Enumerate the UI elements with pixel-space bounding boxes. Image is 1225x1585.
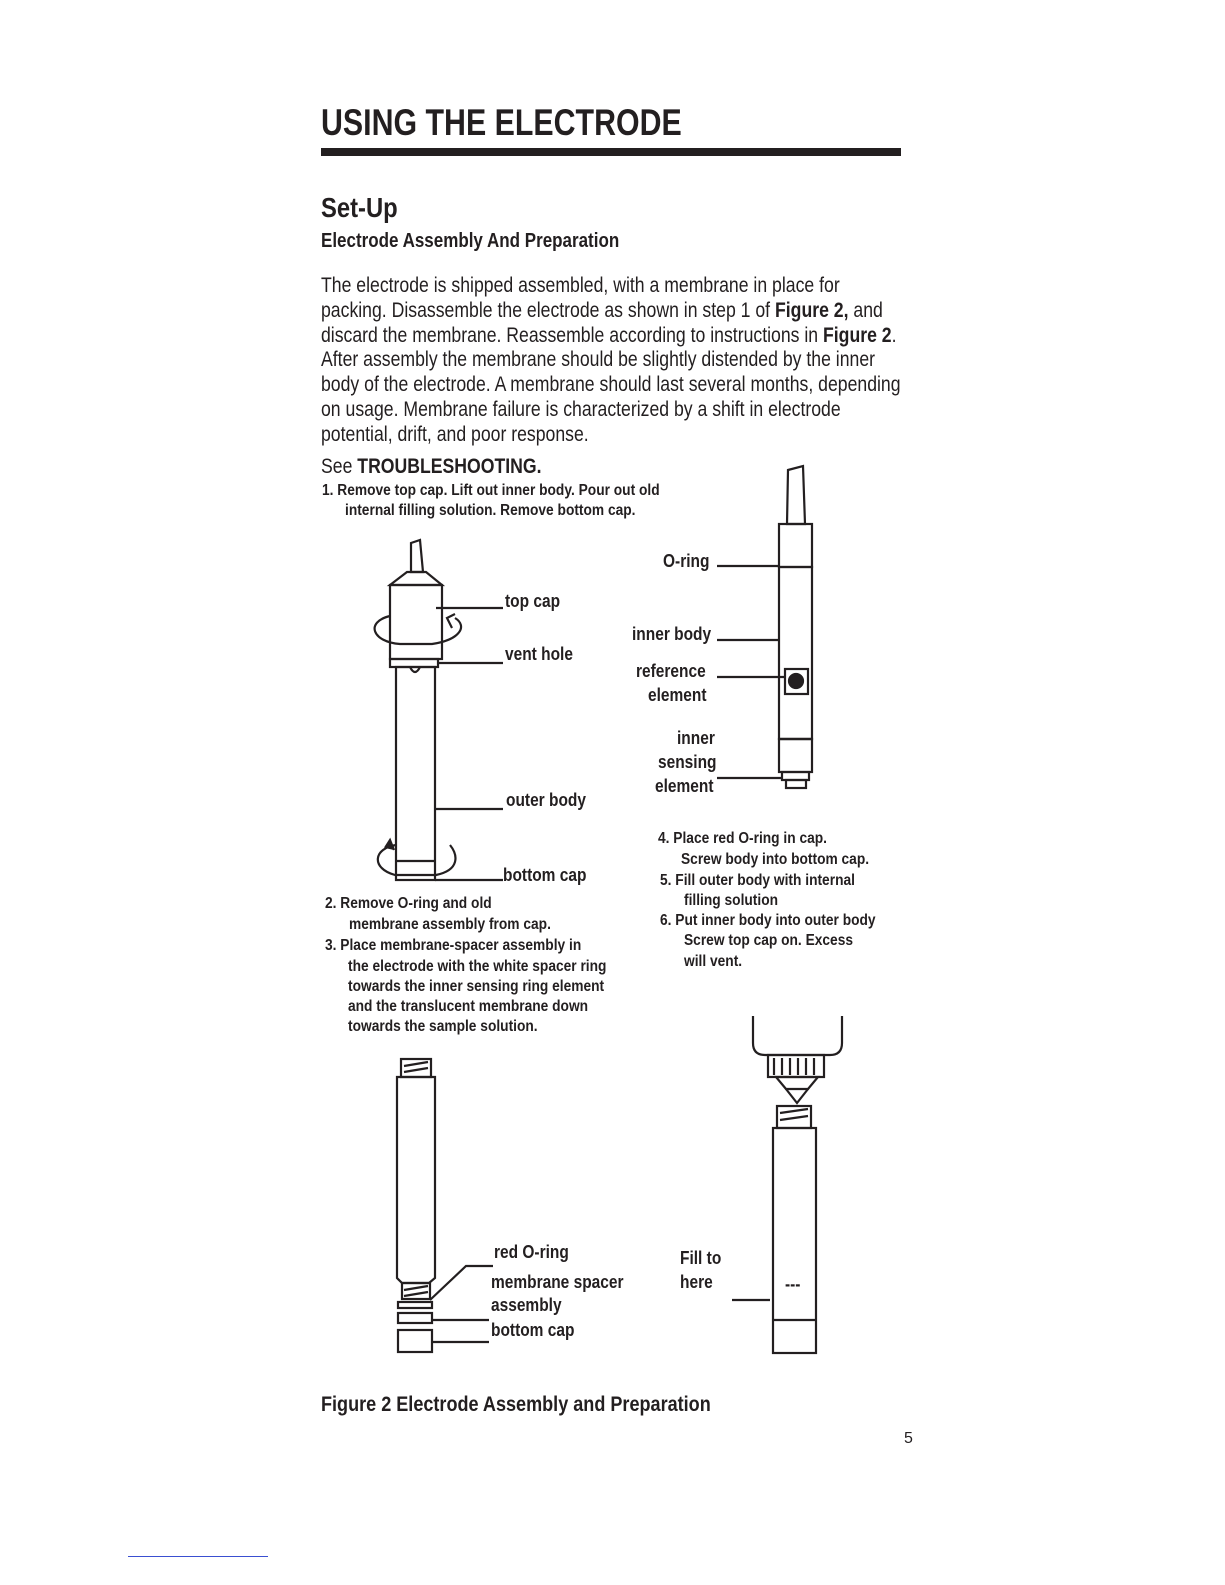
- label-outer-body: outer body: [506, 790, 586, 810]
- figure-ref-1: Figure 2,: [774, 298, 849, 322]
- step-6-line-2: Screw top cap on. Excess: [684, 932, 854, 949]
- label-fill-to: Fill to: [680, 1248, 722, 1268]
- filling-drawing: [732, 1016, 842, 1353]
- label-o-ring: O-ring: [663, 551, 710, 571]
- inner-body-drawing: [717, 466, 812, 788]
- step-3-line-4: and the translucent membrane down: [348, 998, 589, 1015]
- step-4-line-1: 4. Place red O-ring in cap.: [658, 830, 828, 847]
- see-prefix: See: [321, 455, 358, 478]
- label-top-cap: top cap: [505, 591, 561, 611]
- section-heading: Set-Up: [321, 192, 398, 223]
- footnote-link-line: [128, 1556, 268, 1557]
- fill-level-mark: ---: [785, 1274, 801, 1294]
- label-red-o-ring: red O-ring: [494, 1242, 569, 1262]
- para-text-2: and discard the membrane. Reassemble according to instructions in: [321, 298, 883, 347]
- assembled-electrode-drawing: [375, 540, 503, 880]
- label-inner-sensing-3: element: [655, 776, 714, 796]
- step-3-line-5: towards the sample solution.: [348, 1018, 538, 1035]
- step-5-line-1: 5. Fill outer body with internal: [660, 872, 855, 889]
- label-bottom-cap-1: bottom cap: [503, 865, 587, 885]
- step-2-line-1: 2. Remove O-ring and old: [325, 895, 492, 912]
- step-5-line-2: filling solution: [684, 892, 779, 909]
- step-6-line-1: 6. Put inner body into outer body: [660, 912, 876, 929]
- step-4-line-2: Screw body into bottom cap.: [681, 851, 870, 868]
- label-inner-body: inner body: [632, 624, 712, 644]
- label-reference-2: element: [648, 685, 707, 705]
- label-membrane-spacer: membrane spacer: [491, 1272, 624, 1292]
- label-assembly: assembly: [491, 1295, 562, 1315]
- step-6-line-3: will vent.: [684, 953, 743, 970]
- step-1-line-2: internal filling solution. Remove bottom cap.: [345, 502, 636, 519]
- label-reference-1: reference: [636, 661, 706, 681]
- label-vent-hole: vent hole: [505, 644, 573, 664]
- figure-caption: Figure 2 Electrode Assembly and Preparation: [321, 1393, 711, 1416]
- para-text-3: . After assembly the membrane should be slightly distended by the inner body of the electrode. A membrane should last several months, depending on usage. Membrane failure is characterized by a shift in electrode potential, drift, and poor response.: [321, 323, 901, 446]
- troubleshooting-link[interactable]: TROUBLESHOOTING.: [357, 455, 542, 478]
- step-1-line-1: 1. Remove top cap. Lift out inner body. Pour out old: [322, 482, 660, 499]
- label-inner-sensing-1: inner: [677, 728, 715, 748]
- label-here: here: [680, 1272, 713, 1292]
- para-text-1: The electrode is shipped assembled, with a membrane in place for packing. Disassemble the electrode as shown in step 1 of: [321, 274, 840, 322]
- page-title: USING THE ELECTRODE: [321, 102, 682, 143]
- label-inner-sensing-2: sensing: [658, 752, 717, 772]
- label-bottom-cap-2: bottom cap: [491, 1320, 575, 1340]
- page-number: 5: [904, 1430, 913, 1447]
- membrane-assembly-drawing: [397, 1059, 493, 1352]
- step-2-line-2: membrane assembly from cap.: [349, 916, 551, 933]
- subsection-heading: Electrode Assembly And Preparation: [321, 230, 620, 252]
- step-3-line-1: 3. Place membrane-spacer assembly in: [325, 937, 582, 954]
- step-3-line-3: towards the inner sensing ring element: [348, 978, 605, 995]
- figure-ref-2: Figure 2: [823, 323, 892, 347]
- step-3-line-2: the electrode with the white spacer ring: [348, 958, 607, 975]
